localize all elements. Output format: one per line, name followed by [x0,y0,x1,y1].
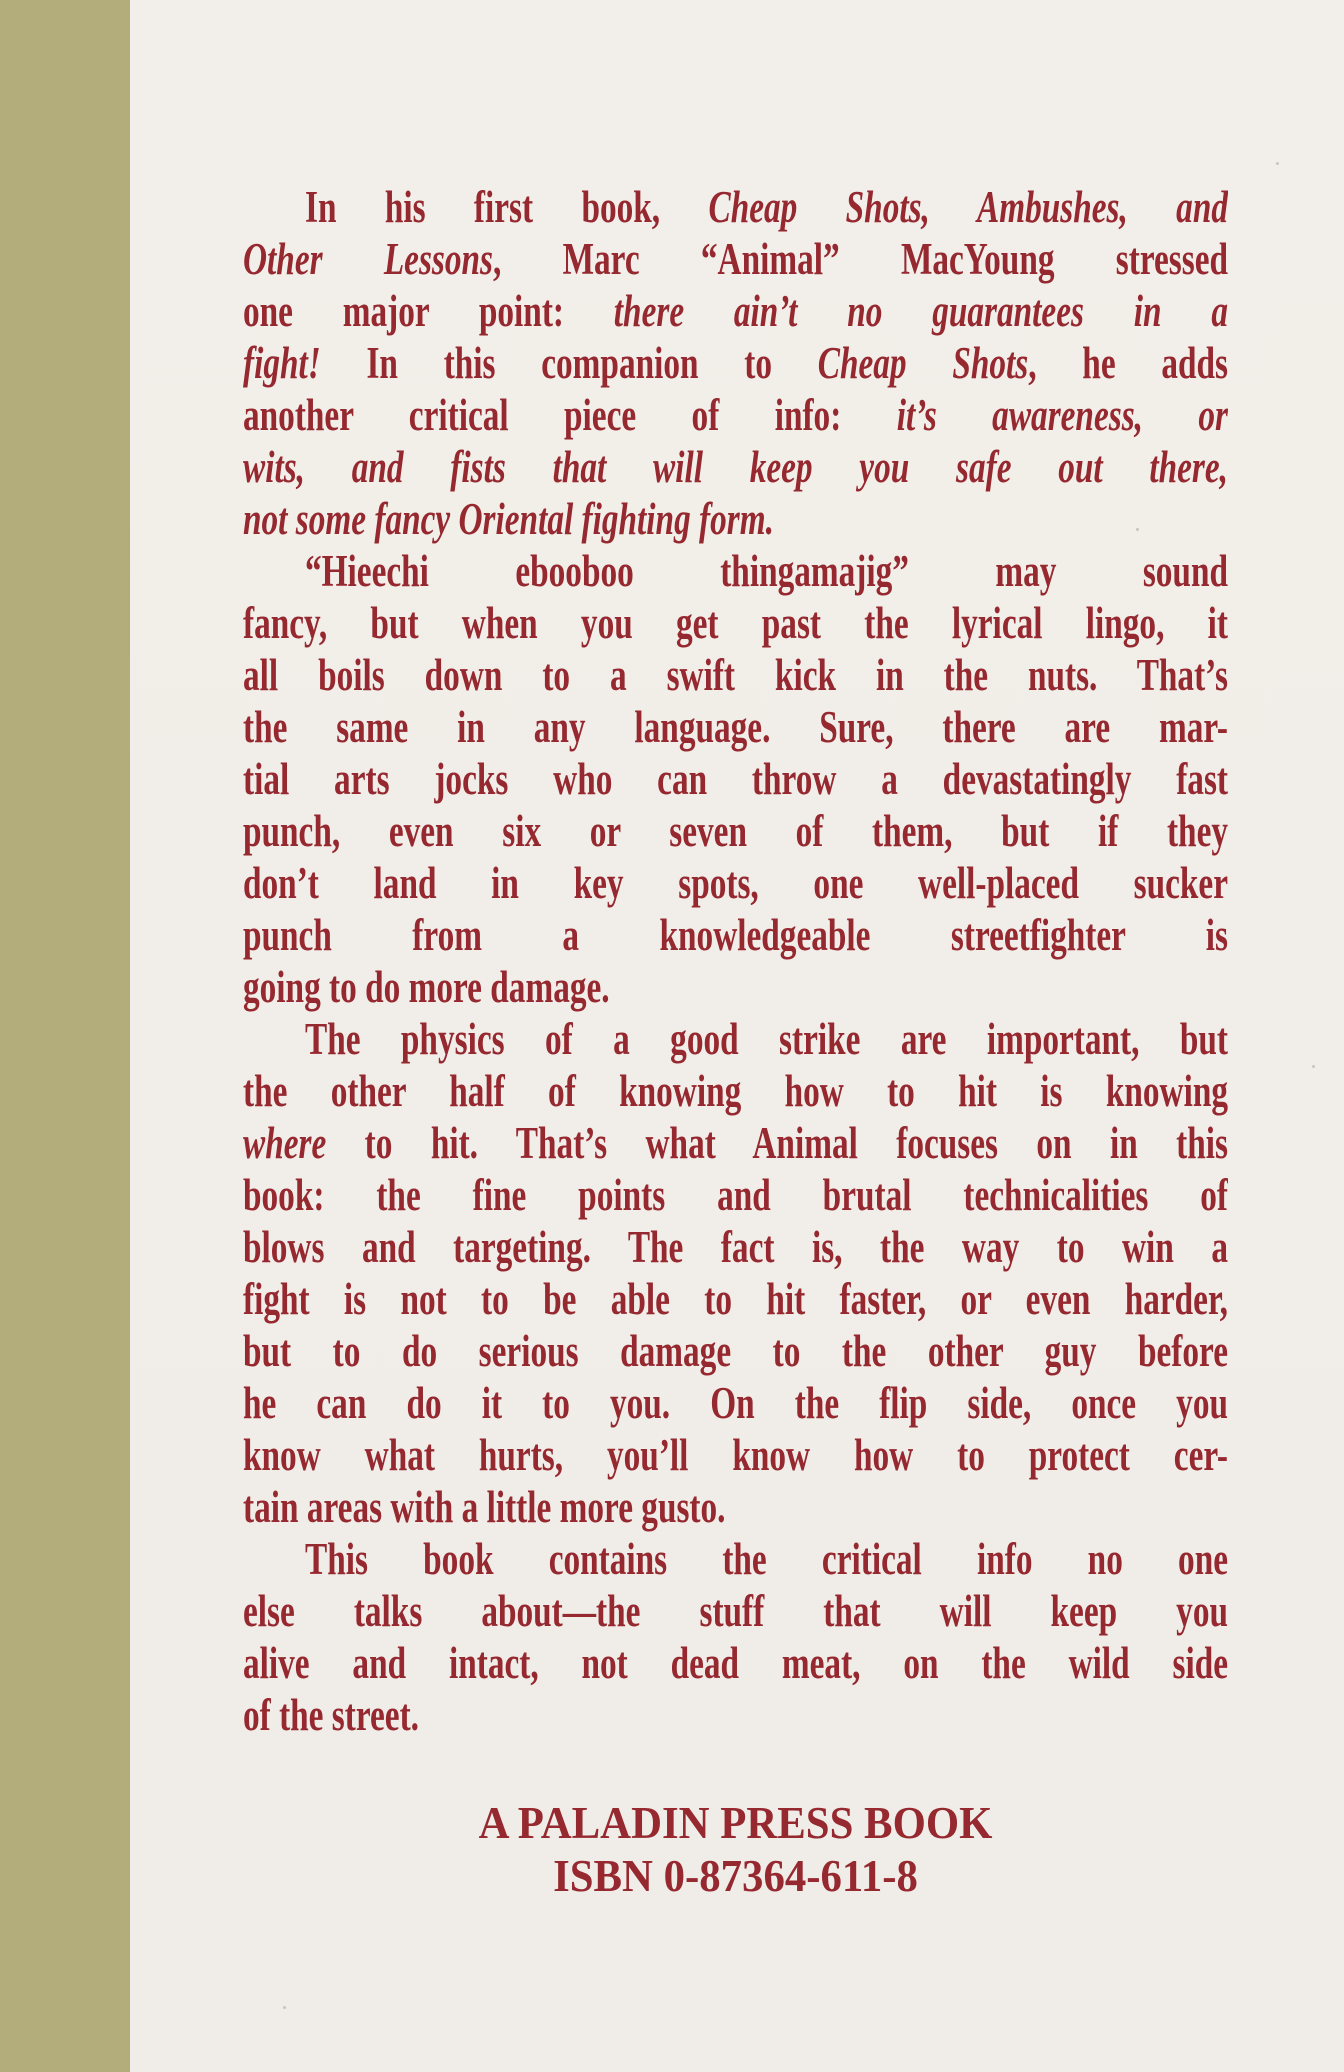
blurb-line [243,961,1228,1013]
italic-text-run: not some fancy Oriental fighting form. [243,494,774,544]
blurb-line-text [243,1325,1228,1377]
blurb-line [243,857,1228,909]
blurb-line [243,1325,1228,1377]
blurb-line-text [243,701,1228,753]
text-run: all boils down to a swift kick in the nuts. That’s [243,650,1228,700]
blurb-line-text [243,233,1228,285]
blurb-line [243,181,1228,233]
paper-speck [1312,1065,1315,1068]
blurb-line [243,1481,1228,1533]
blurb-line-text [243,1533,1228,1585]
blurb-line [243,337,1228,389]
text-run: tain areas with a little more gusto. [243,1482,726,1532]
text-run: fancy, but when you get past the lyrical lingo, it [243,598,1228,648]
blurb-line [243,649,1228,701]
text-run: “Hieechi ebooboo thingamajig” may sound [304,546,1228,596]
blurb-line [243,909,1228,961]
text-run: punch from a knowledgeable streetfighter is [243,910,1228,960]
text-run: the other half of knowing how to hit is knowing [243,1066,1228,1116]
blurb-line [243,597,1228,649]
spine-color-strip [0,0,130,2072]
blurb-line-text [243,1689,1228,1741]
blurb-line-text [243,1221,1228,1273]
blurb-line [243,285,1228,337]
blurb-line-text [243,181,1228,233]
blurb-line-text [243,597,1228,649]
blurb-line-text [243,909,1228,961]
imprint-block [243,1796,1228,1902]
blurb-line [243,1637,1228,1689]
text-run: tial arts jocks who can throw a devastatingly fast [243,754,1228,804]
blurb-line [243,389,1228,441]
blurb-line-text [243,337,1228,389]
blurb-line [243,1013,1228,1065]
blurb-line [243,1221,1228,1273]
text-run: he can do it to you. On the flip side, once you [243,1378,1228,1428]
text-run: don’t land in key spots, one well-placed sucker [243,858,1228,908]
blurb-line-text [243,1117,1228,1169]
text-run: else talks about—the stuff that will keep you [243,1586,1228,1636]
blurb-line [243,493,1228,545]
blurb-line-text [243,1169,1228,1221]
text-run: another critical piece of info: [243,390,897,440]
blurb-line [243,545,1228,597]
blurb-line [243,701,1228,753]
blurb-line-text [243,1377,1228,1429]
blurb-line-text [243,545,1228,597]
text-run: blows and targeting. The fact is, the way to win a [243,1222,1228,1272]
italic-text-run: it’s awareness, or [896,390,1228,440]
text-run: , he adds [1028,338,1228,388]
blurb-line [243,1429,1228,1481]
text-run: The physics of a good strike are important, but [304,1014,1228,1064]
blurb-line [243,441,1228,493]
text-run: fight is not to be able to hit faster, or even harder, [243,1274,1228,1324]
blurb-line-text [243,1637,1228,1689]
blurb-line [243,1273,1228,1325]
text-run: but to do serious damage to the other guy before [243,1326,1228,1376]
blurb-line-text [243,493,1228,545]
text-run: to hit. That’s what Animal focuses on in this [326,1118,1228,1168]
blurb-line-text [243,857,1228,909]
back-cover-blurb [243,181,1228,1741]
italic-text-run: there ain’t no guarantees in a [613,286,1228,336]
text-run: punch, even six or seven of them, but if they [243,806,1228,856]
text-run: book: the fine points and brutal technicalities of [243,1170,1228,1220]
text-run: , Marc “Animal” MacYoung stressed [493,234,1228,284]
blurb-line-text [243,649,1228,701]
italic-text-run: wits, and fists that will keep you safe out there, [243,442,1228,492]
blurb-line-text [243,1429,1228,1481]
blurb-line [243,1065,1228,1117]
italic-text-run: where [243,1118,327,1168]
text-run: In his first book, [304,182,709,232]
text-run: the same in any language. Sure, there are mar- [243,702,1228,752]
text-run: going to do more damage. [243,962,610,1012]
blurb-line-text [243,441,1228,493]
paper-speck [1276,162,1279,165]
blurb-line-text [243,1481,1228,1533]
paper-speck [283,2006,286,2009]
blurb-line-text [243,1585,1228,1637]
italic-text-run: Cheap Shots, Ambushes, and [708,182,1228,232]
blurb-line-text [243,805,1228,857]
blurb-line-text [243,1273,1228,1325]
blurb-line [243,1117,1228,1169]
publisher-line: A PALADIN PRESS BOOK [478,1797,993,1848]
blurb-line [243,753,1228,805]
text-run: know what hurts, you’ll know how to protect cer- [243,1430,1228,1480]
blurb-line [243,1689,1228,1741]
blurb-line-text [243,1065,1228,1117]
blurb-line [243,1585,1228,1637]
blurb-line [243,233,1228,285]
blurb-line-text [243,1013,1228,1065]
text-run: one major point: [243,286,614,336]
blurb-line-text [243,389,1228,441]
blurb-line-text [243,961,1228,1013]
blurb-line [243,1533,1228,1585]
text-run: alive and intact, not dead meat, on the wild side [243,1638,1228,1688]
text-run: In this companion to [320,338,818,388]
blurb-line [243,805,1228,857]
blurb-line-text [243,285,1228,337]
text-run: of the street. [243,1690,419,1740]
isbn-line: ISBN 0-87364-611-8 [553,1850,918,1901]
text-run: This book contains the critical info no one [304,1534,1228,1584]
blurb-line [243,1377,1228,1429]
italic-text-run: Cheap Shots [817,338,1029,388]
blurb-line [243,1169,1228,1221]
italic-text-run: Other Lessons [243,234,494,284]
blurb-line-text [243,753,1228,805]
italic-text-run: fight! [243,338,321,388]
